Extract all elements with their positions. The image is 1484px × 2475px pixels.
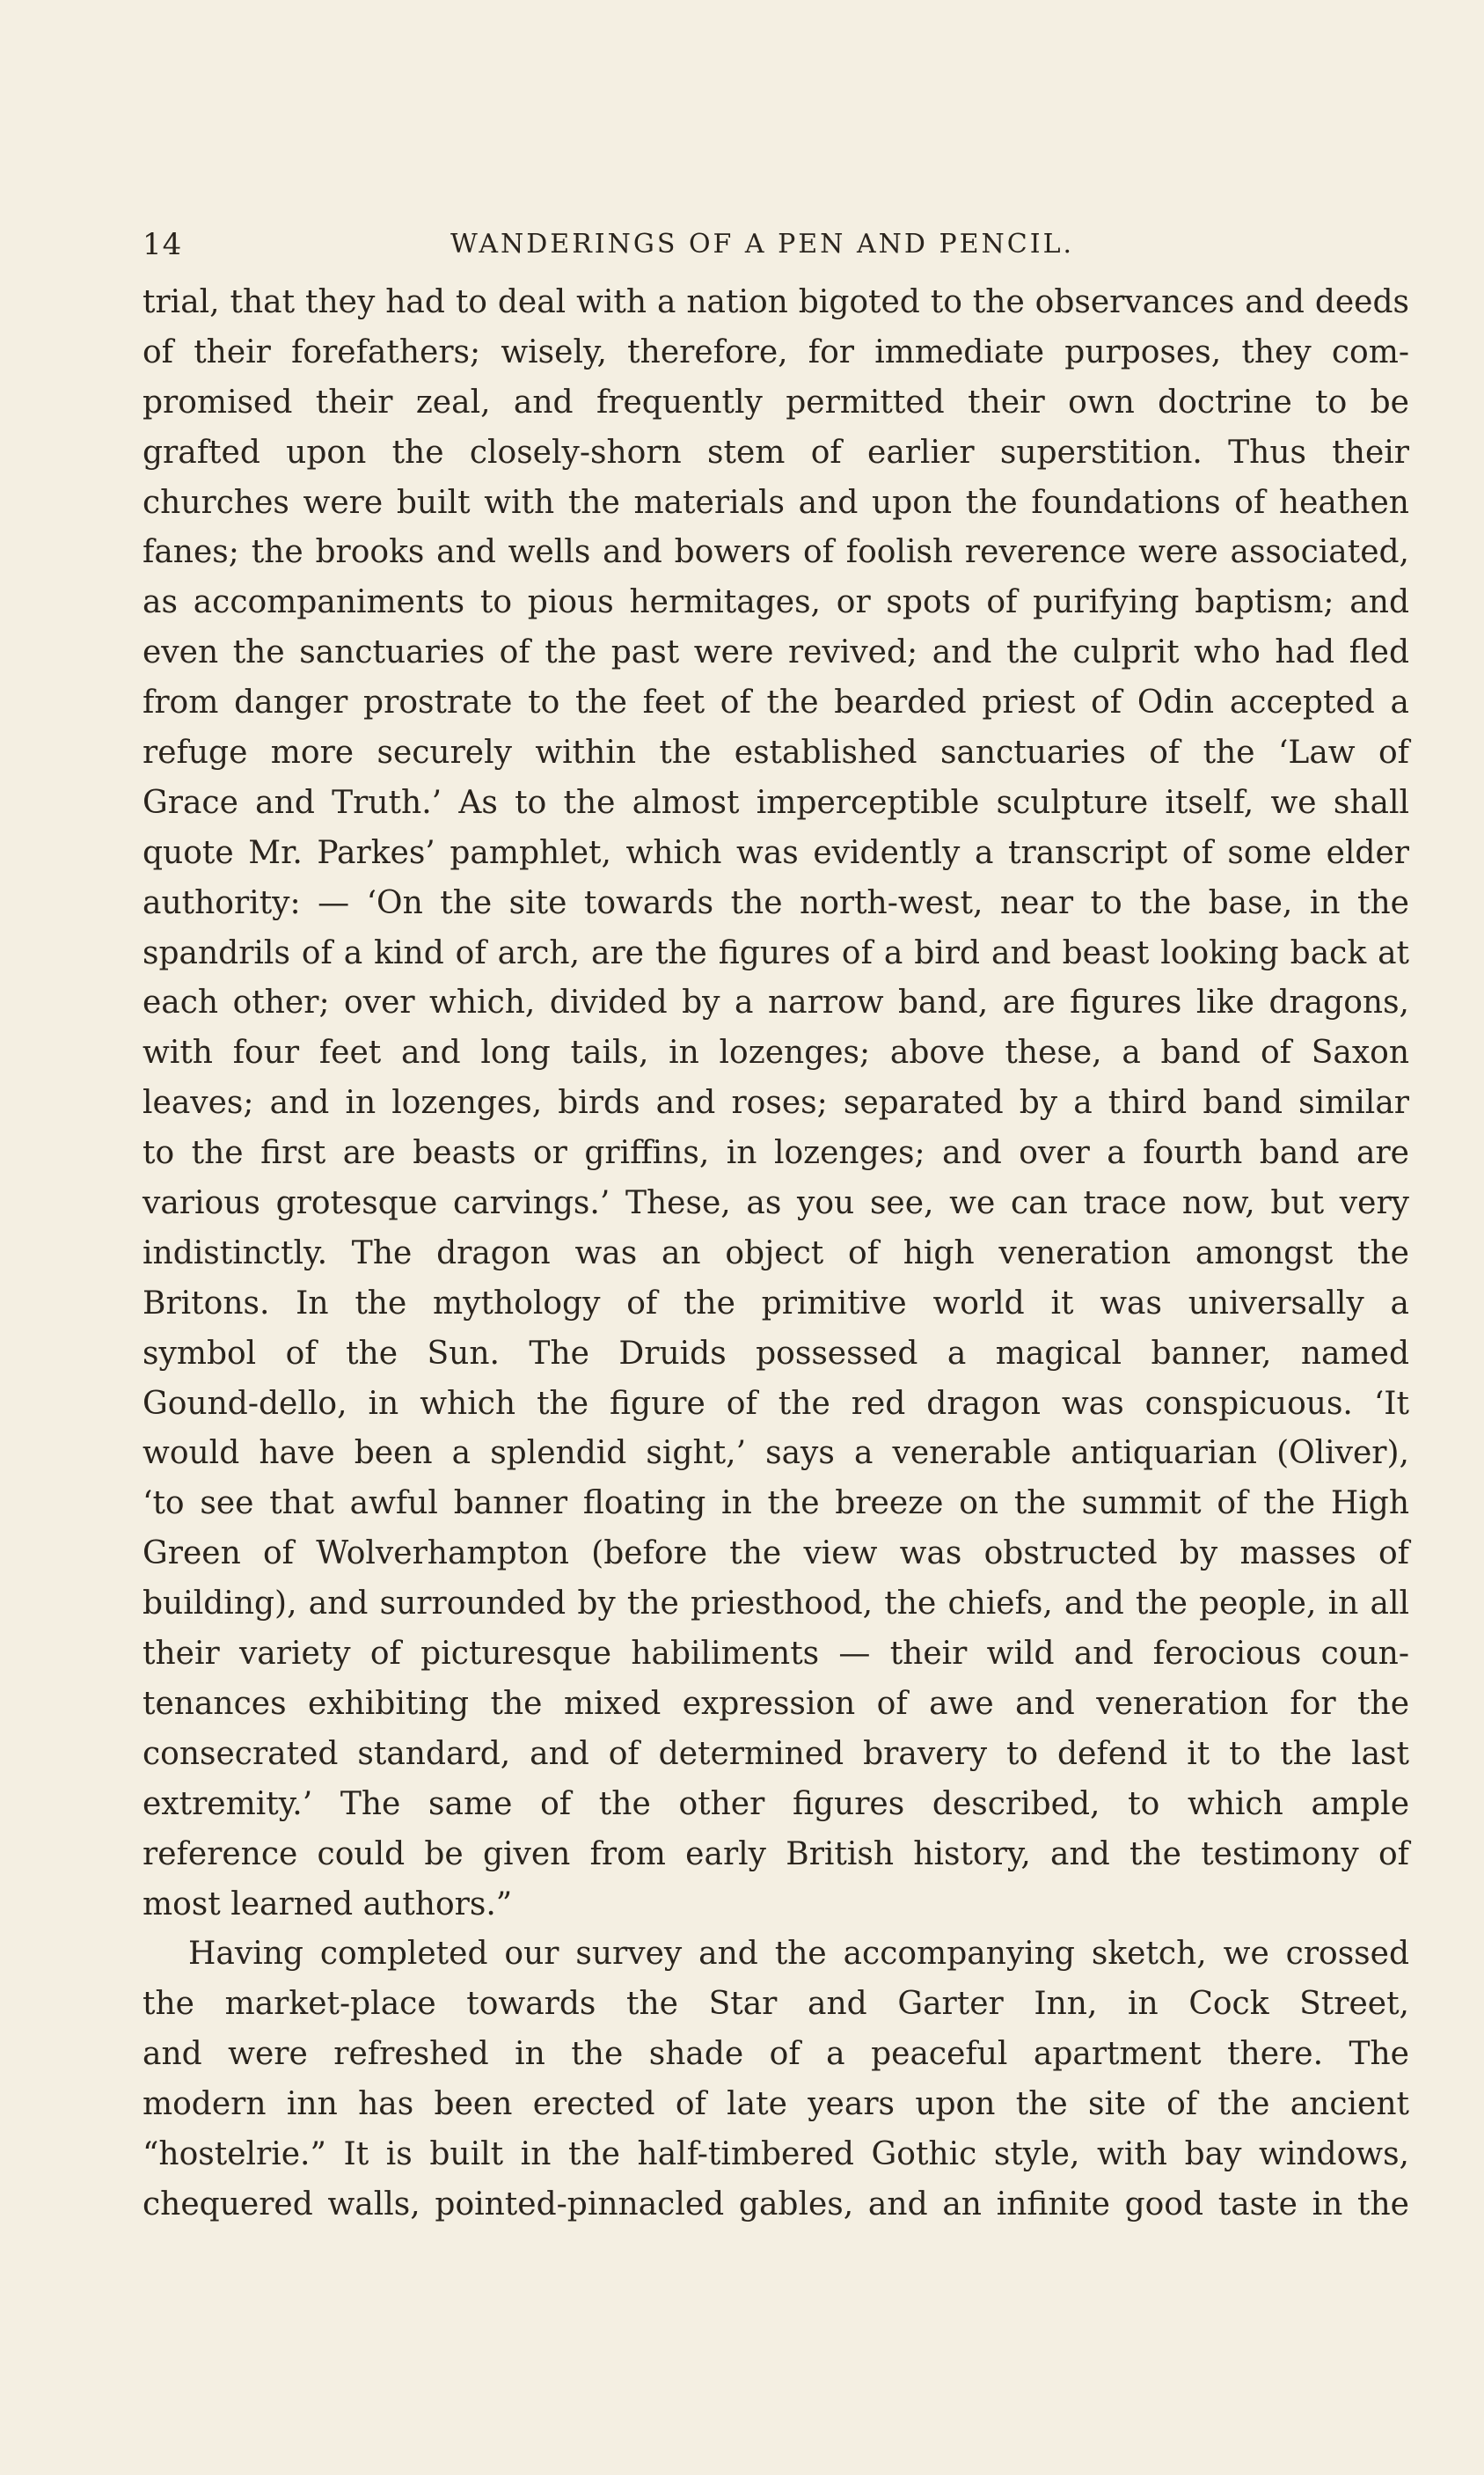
text-line: reference could be given from early British history, and the testimony of bbox=[143, 1835, 1409, 1872]
text-line: would have been a splendid sight,’ says a venerable antiquarian (Oliver), bbox=[143, 1435, 1409, 1472]
text-line: tenances exhibiting the mixed expression of awe and veneration for the bbox=[143, 1685, 1409, 1722]
page-header bbox=[143, 218, 1409, 271]
text-line: fanes; the brooks and wells and bowers of foolish reverence were associated, bbox=[143, 534, 1409, 571]
text-line: from danger prostrate to the feet of the bearded priest of Odin accepted a bbox=[143, 685, 1409, 721]
text-line: indistinctly. The dragon was an object of high veneration amongst the bbox=[143, 1234, 1409, 1271]
text-line: even the sanctuaries of the past were revived; and the culprit who had fled bbox=[143, 634, 1409, 671]
text-line: grafted upon the closely-shorn stem of earlier superstition. Thus their bbox=[143, 434, 1409, 471]
text-line: Green of Wolverhampton (before the view was obstructed by masses of bbox=[143, 1535, 1409, 1572]
text-line: churches were built with the materials and upon the foundations of heathen bbox=[143, 484, 1409, 521]
text-line: of their forefathers; wisely, therefore, for immediate purposes, they com- bbox=[143, 333, 1409, 370]
body-text bbox=[143, 278, 1409, 2230]
text-line: “hostelrie.” It is built in the half-timbered Gothic style, with bay windows, bbox=[143, 2135, 1409, 2172]
text-line: Grace and Truth.’ As to the almost imperceptible sculpture itself, we shall bbox=[143, 784, 1409, 821]
text-line: their variety of picturesque habiliments — their wild and ferocious coun- bbox=[143, 1636, 1409, 1673]
text-line: the market-place towards the Star and Garter Inn, in Cock Street, bbox=[143, 1986, 1409, 2023]
text-line: to the first are beasts or griffins, in lozenges; and over a fourth band are bbox=[143, 1135, 1409, 1172]
text-line: leaves; and in lozenges, birds and roses; separated by a third band similar bbox=[143, 1085, 1409, 1122]
text-line: spandrils of a kind of arch, are the figures of a bird and beast looking back at bbox=[143, 934, 1409, 971]
text-line: authority: — ‘On the site towards the north-west, near to the base, in the bbox=[143, 884, 1409, 921]
text-line: promised their zeal, and frequently permitted their own doctrine to be bbox=[143, 384, 1409, 421]
text-line: and were refreshed in the shade of a peaceful apartment there. The bbox=[143, 2036, 1409, 2073]
text-line: Britons. In the mythology of the primitive world it was universally a bbox=[143, 1285, 1409, 1322]
text-line: each other; over which, divided by a narrow band, are figures like dragons, bbox=[143, 985, 1409, 1021]
text-line: various grotesque carvings.’ These, as you see, we can trace now, but very bbox=[143, 1185, 1409, 1222]
text-line: trial, that they had to deal with a nation bigoted to the observances and deeds bbox=[143, 284, 1409, 320]
text-line: with four feet and long tails, in lozenges; above these, a band of Saxon bbox=[143, 1035, 1409, 1072]
text-line: modern inn has been erected of late years upon the site of the ancient bbox=[143, 2086, 1409, 2123]
text-line: Having completed our survey and the accompanying sketch, we crossed bbox=[188, 1936, 1409, 1973]
text-line: ‘to see that awful banner floating in the breeze on the summit of the High bbox=[143, 1485, 1409, 1522]
text-line: refuge more securely within the established sanctuaries of the ‘Law of bbox=[143, 735, 1409, 772]
text-line: chequered walls, pointed-pinnacled gables, and an infinite good taste in the bbox=[143, 2186, 1409, 2222]
running-title: WANDERINGS OF A PEN AND PENCIL. bbox=[450, 229, 1075, 260]
page-number: 14 bbox=[143, 227, 183, 262]
text-line: building), and surrounded by the priesthood, the chiefs, and the people, in all bbox=[143, 1585, 1409, 1622]
text-line: most learned authors.” bbox=[143, 1886, 513, 1922]
text-line: Gound-dello, in which the figure of the red dragon was conspicuous. ‘It bbox=[143, 1385, 1409, 1422]
text-line: quote Mr. Parkes’ pamphlet, which was evidently a transcript of some elder bbox=[143, 834, 1409, 871]
text-line: as accompaniments to pious hermitages, or spots of purifying baptism; and bbox=[143, 584, 1409, 621]
text-line: symbol of the Sun. The Druids possessed a magical banner, named bbox=[143, 1335, 1409, 1372]
text-line: extremity.’ The same of the other figures described, to which ample bbox=[143, 1785, 1409, 1822]
text-line: consecrated standard, and of determined bravery to defend it to the last bbox=[143, 1735, 1409, 1772]
